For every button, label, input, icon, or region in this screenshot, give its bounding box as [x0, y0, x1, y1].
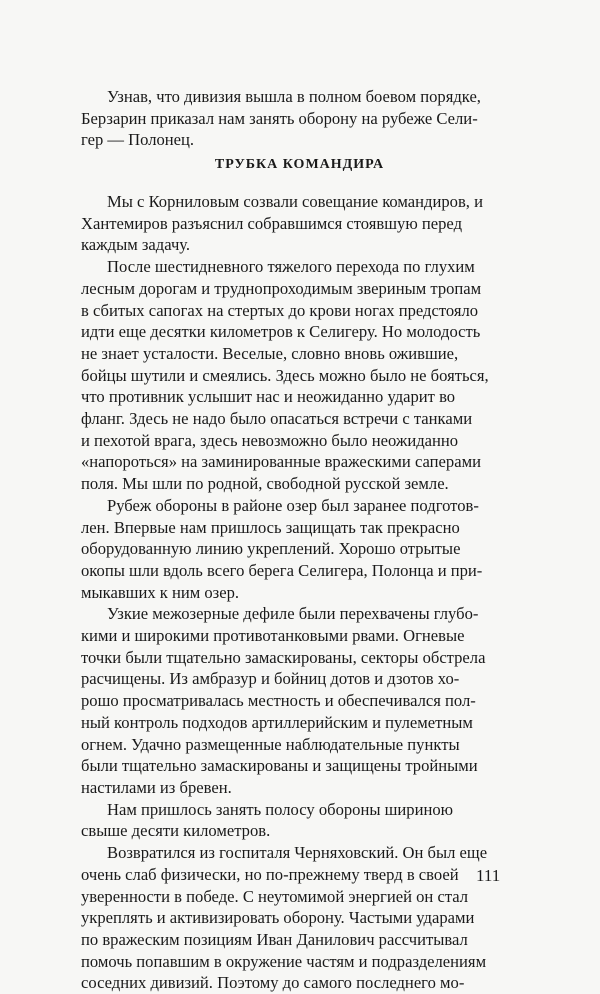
paragraph-5: Нам пришлось занять полосу обороны шириною свыше десяти километров. [81, 799, 454, 841]
paragraph-3: Рубеж обороны в районе озер был заранее подготов- лен. Впервые нам пришлось защищать так прекрасно оборудованную линию укреплений. Хорошо отрытые окопы шли вдоль всего берега Селигера, Полонца и при- мыкавших к ним озер. [81, 495, 483, 602]
page-number: 111 [476, 866, 501, 885]
intro-paragraph: Узнав, что дивизия вышла в полном боевом порядке, Берзарин приказал нам занять оборону на рубеже Сели- гер — Полонец. [81, 87, 481, 150]
paragraph-6: Возвратился из госпиталя Черняховский. Он был еще очень слаб физически, но по-прежнему тверд в своей уверенности в победе. С неутомимой энергией он стал укреплять и активизировать оборону. Частыми ударами по вражеским позициям Иван Данилович рассчитывал помочь попавшим в окружение частям и подразделениям соседних дивизий. Поэтому до самого последнего мо- [81, 843, 488, 993]
intro-paragraph-block [81, 86, 518, 151]
section-heading: ТРУБКА КОМАНДИРА [214, 157, 385, 172]
main-text-block [81, 191, 518, 994]
paragraph-4: Узкие межозерные дефиле были перехвачены глубо- кими и широкими противотанковыми рвами. Огневые точки были тщательно замаскированы, секторы обстрела расчищены. Из амбразур и бойниц дотов и дзотов хо- рошо просматривалась местность и обеспечивался пол- ный контроль подходов артиллерийским и пулеметным огнем. Удачно размещенные наблюдательные пункты были тщательно замаскированы и защищены тройными настилами из бревен. [81, 604, 486, 797]
paragraph-2: После шестидневного тяжелого перехода по глухим лесным дорогам и труднопроходимым звериным тропам в сбитых сапогах на стертых до крови ногах предстояло идти еще десятки километров к Селигеру. Но молодость не знает усталости. Веселые, словно вновь ожившие, бойцы шутили и смеялись. Здесь можно было не бояться, что противник услышит нас и неожиданно ударит во фланг. Здесь не надо было опасаться встречи с танками и пехотой врага, здесь невозможно было неожиданно «напороться» на заминированные вражескими саперами поля. Мы шли по родной, свободной русской земле. [81, 257, 489, 494]
paragraph-1: Мы с Корниловым созвали совещание командиров, и Хантемиров разъяснил собравшимся стоявшую перед каждым задачу. [81, 192, 483, 255]
